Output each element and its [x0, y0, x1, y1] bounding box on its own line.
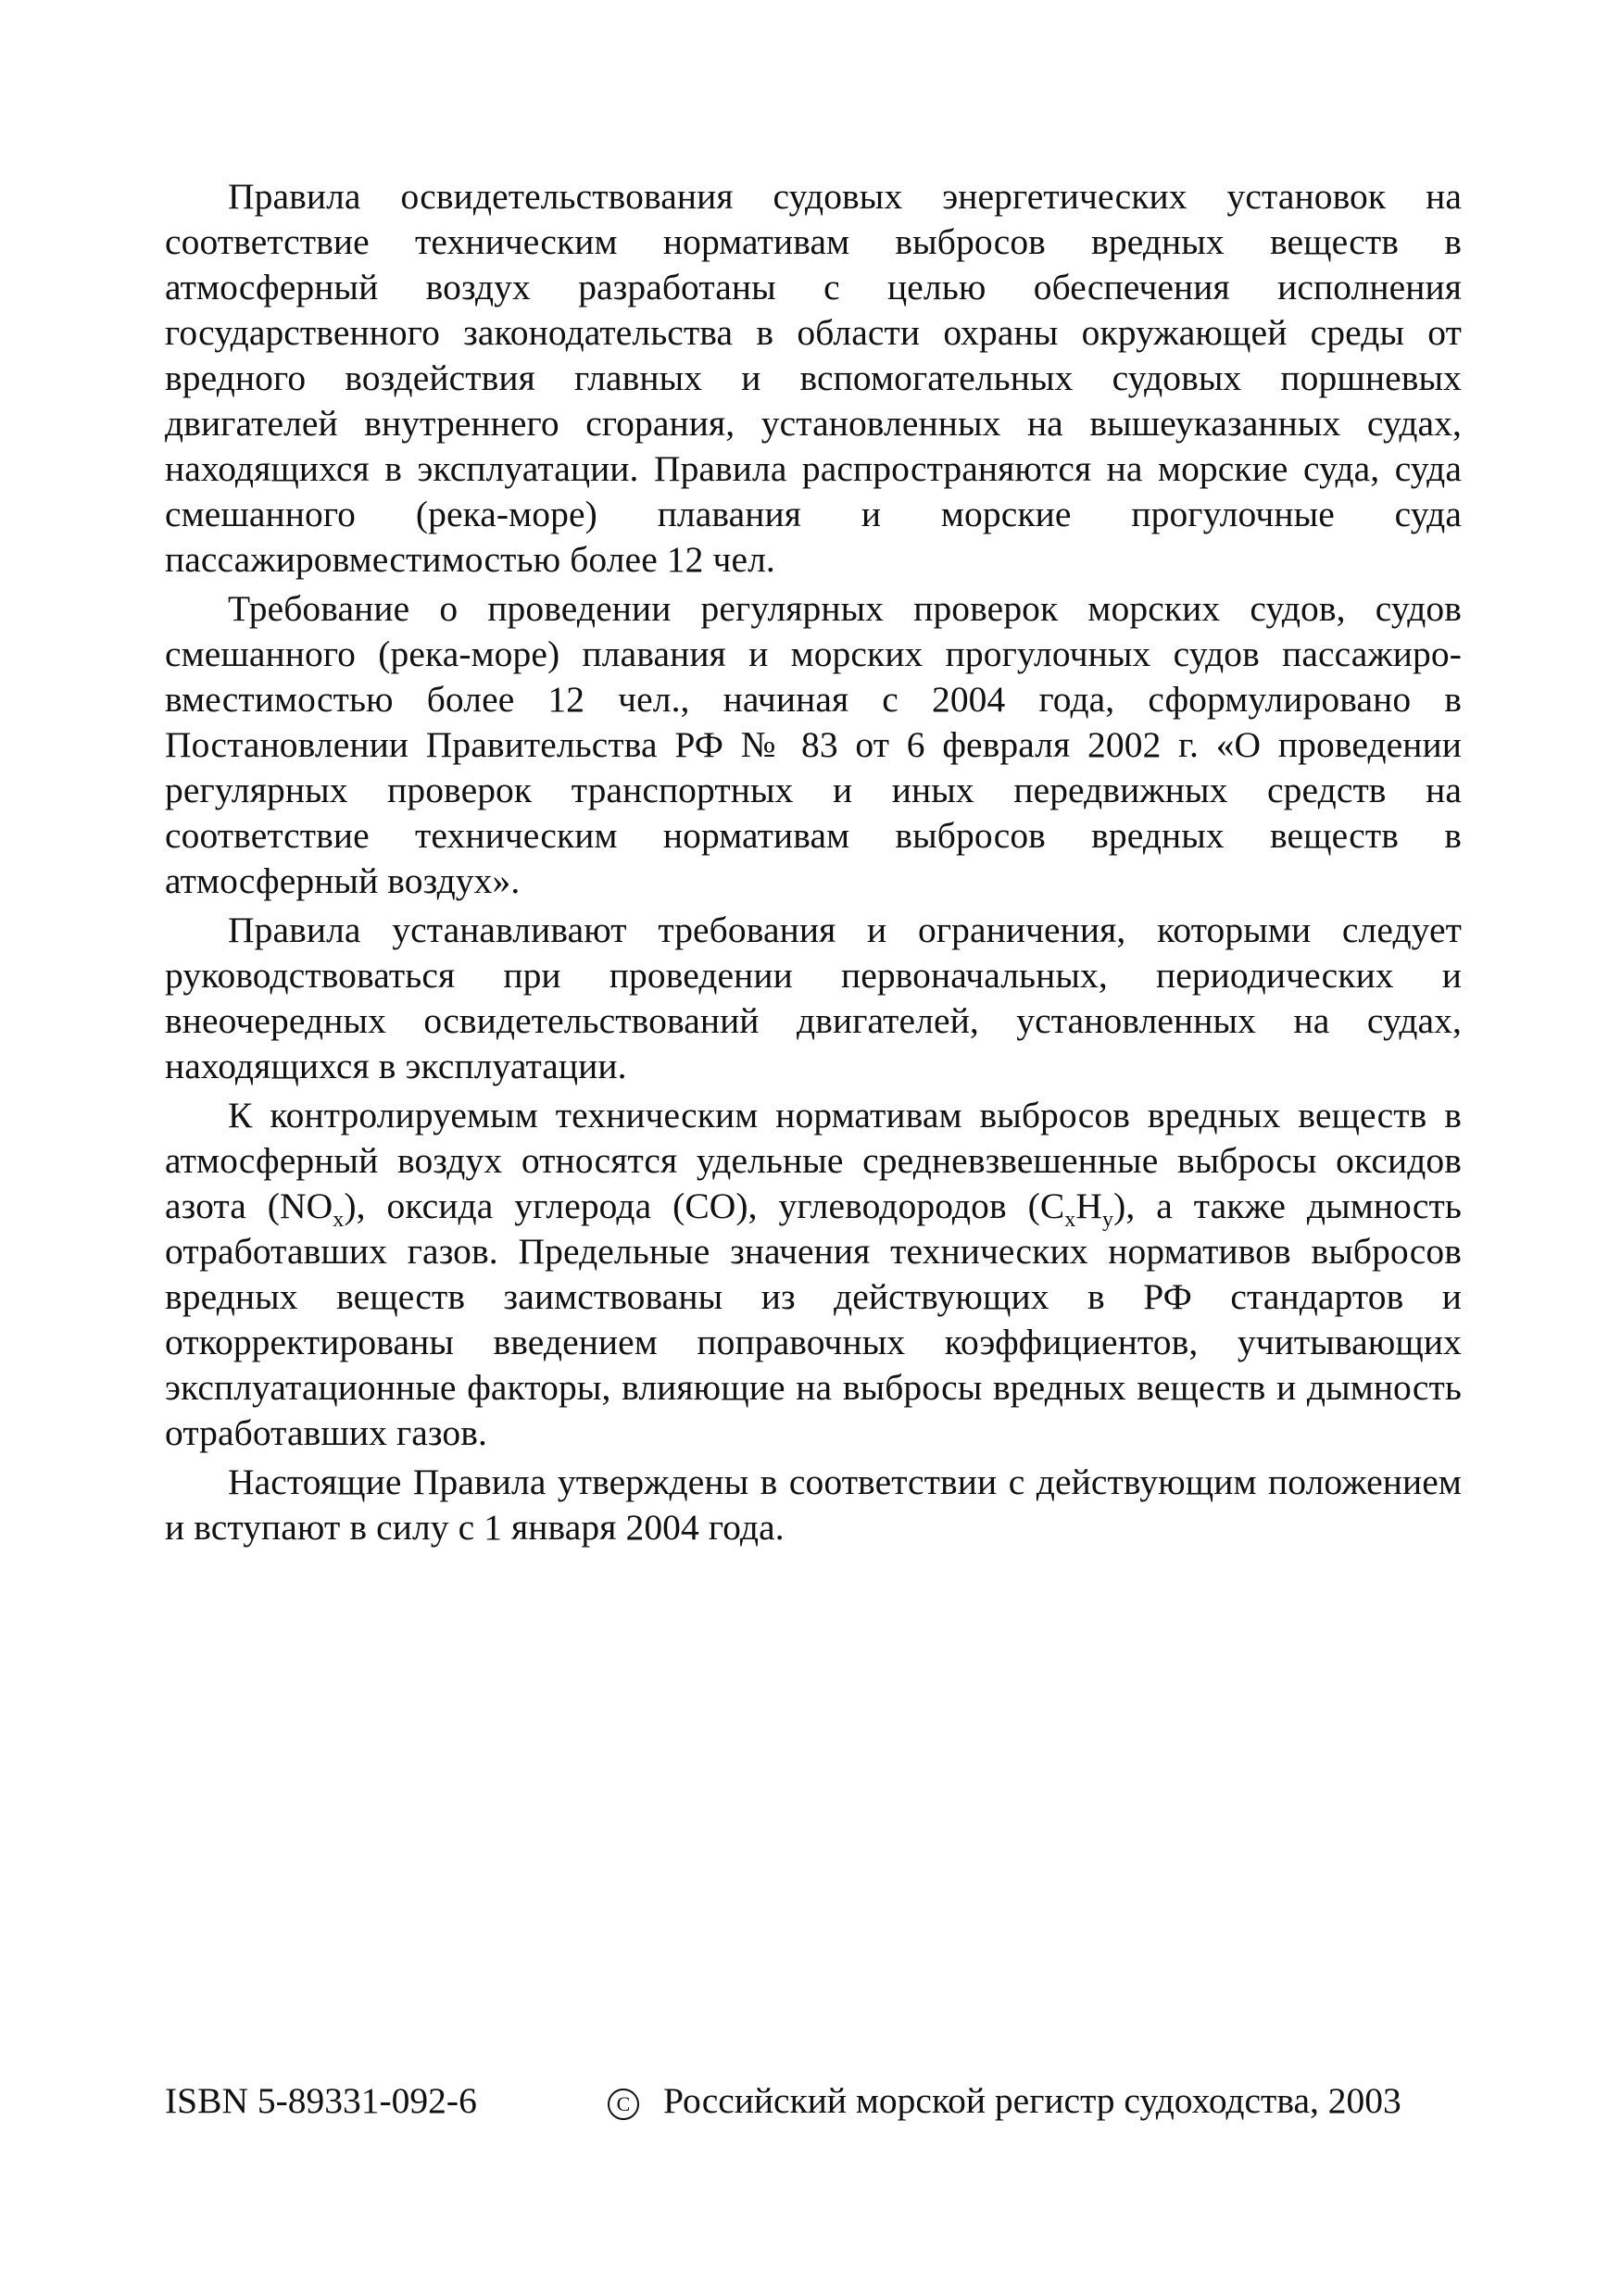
copyright-notice: [608, 2078, 1401, 2124]
text-segment: H: [1075, 1186, 1103, 1226]
paragraph: Правила освидетельствования судовых энергетических установок на соответствие техническим нормативам выбросов вредных веществ в атмосферный воздух разработаны с целью обеспечения исполнения государственного законодательства в области охраны окружающей среды от вредного воздействия главных и вспомогательных судовых поршневых двигателей внутреннего сгорания, установленных на вышеуказанных судах, находящихся в эксплуатации. Правила распространяются на морские суда, суда смешанного (река-море) плавания и морские прогулочные суда пассажировместимостью более 12 чел.: [165, 176, 1462, 580]
subscript: y: [1102, 1207, 1114, 1232]
copyright-icon: C: [608, 2089, 639, 2120]
text-segment: ), оксида углерода (CO), углеводородов (C: [344, 1186, 1065, 1226]
paragraph: Требование о проведении регулярных проверок морских судов, судов смешанного (река-море) плавания и морских прогулочных судов пассажиро-вместимостью более 12 чел., начиная с 2004 года, сформулировано в Постановлении Правительства РФ № 83 от 6 февраля 2002 г. «О проведении регулярных проверок транспортных и иных передвижных средств на соответствие техническим нормативам выбросов вредных веществ в атмосферный воздух».: [165, 588, 1462, 901]
paragraph: Настоящие Правила утверждены в соответствии с действующим положением и вступают в силу с 1 января 2004 года.: [165, 1462, 1462, 1548]
subscript: x: [1064, 1207, 1076, 1232]
isbn-label: ISBN 5-89331-092-6: [165, 2080, 477, 2121]
paragraph-emissions: [165, 1093, 1462, 1456]
copyright-text: Российский морской регистр судоходства, 2003: [663, 2080, 1401, 2121]
subscript: x: [333, 1207, 345, 1232]
paragraph: Правила устанавливают требования и ограничения, которыми следует руководствоваться при проведении первоначальных, периодических и внеочередных освидетельствований двигателей, установленных на судах, находящихся в эксплуатации.: [165, 910, 1462, 1086]
text-segment: ), а также дымность отработавших газов. Предельные значения технических нормативов выбросов вредных веществ заимствованы из действующих в РФ стандартов и откорректированы введением поправочных коэффициентов, учитывающих эксплуатационные факторы, влияющие на выбросы вредных веществ и дымность отработавших газов.: [165, 1186, 1463, 1453]
body-text: [165, 174, 1462, 1554]
text-segment: К контролируемым техническим нормативам выбросов вредных веществ в атмосферный воздух относятся удельные средневзвешенные выбросы оксидов азота (NO: [165, 1095, 1462, 1226]
